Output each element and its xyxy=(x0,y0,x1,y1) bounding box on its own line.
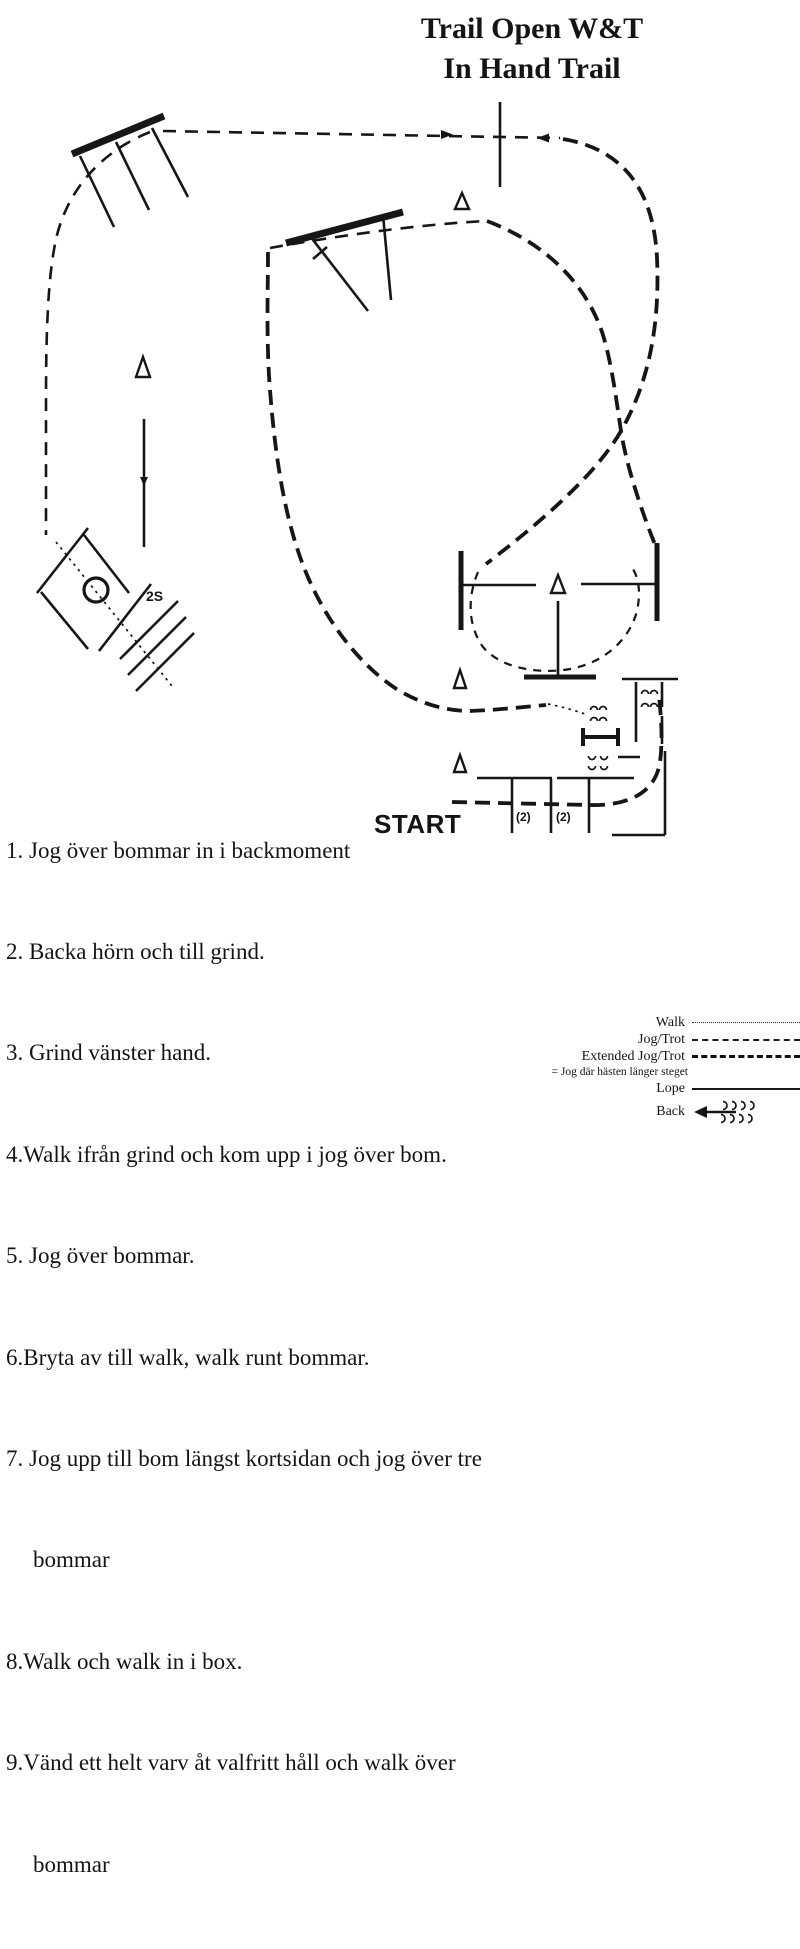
instruction-line-wrap: bommar xyxy=(33,1547,110,1573)
page-title-line1: Trail Open W&T xyxy=(420,12,644,45)
legend-note: = Jog där hästen länger steget xyxy=(551,1066,688,1078)
legend-row-walk xyxy=(520,1014,800,1031)
path-extended-right-sweep xyxy=(486,139,657,564)
instruction-line: 2. Backa hörn och till grind. xyxy=(6,938,265,964)
legend-label: Back xyxy=(656,1104,685,1119)
stride-count-label: (2) xyxy=(516,810,531,824)
cone-markers xyxy=(136,193,565,772)
page-title-line2: In Hand Trail xyxy=(443,52,621,85)
extended-jog-line-sample xyxy=(692,1055,800,1058)
legend-label: Jog/Trot xyxy=(638,1031,685,1047)
legend-row-jog xyxy=(520,1031,800,1048)
direction-arrow-down xyxy=(140,477,148,486)
path-walk-gate xyxy=(56,542,172,686)
jog-line-sample xyxy=(692,1039,800,1041)
lope-line-sample xyxy=(692,1088,800,1090)
instruction-line: 3. Grind vänster hand. xyxy=(6,1040,212,1066)
gait-legend xyxy=(520,1014,800,1127)
path-walk-transition xyxy=(548,704,585,714)
legend-row-back xyxy=(520,1097,800,1127)
legend-label: Walk xyxy=(655,1014,685,1030)
legend-label: Extended Jog/Trot xyxy=(581,1048,685,1064)
walk-line-sample xyxy=(692,1022,800,1023)
instruction-line: 8.Walk och walk in i box. xyxy=(6,1648,243,1674)
back-symbol xyxy=(692,1097,800,1127)
direction-arrow-left xyxy=(537,134,549,143)
gate-handle-circle xyxy=(84,578,108,602)
instruction-line: 7. Jog upp till bom längst kortsidan och jog över tre xyxy=(6,1445,482,1471)
path-extended-oval-right xyxy=(487,221,656,547)
back-arrow-icon xyxy=(694,1106,707,1118)
path-extended-start xyxy=(452,696,662,805)
instruction-line: 5. Jog över bommar. xyxy=(6,1243,195,1269)
obstacle-two-poles xyxy=(286,212,403,311)
instruction-line: 1. Jog över bommar in i backmoment xyxy=(6,837,351,863)
legend-label: Lope xyxy=(656,1080,685,1096)
start-label: START xyxy=(374,809,462,839)
obstacle-pole-fan xyxy=(461,543,657,677)
instruction-list xyxy=(6,766,482,1949)
legend-row-lope xyxy=(520,1080,800,1097)
stride-count-label: (2) xyxy=(556,810,571,824)
direction-arrow-right xyxy=(441,130,453,139)
obstacle-back-corner xyxy=(583,679,678,835)
path-jog-through-poles xyxy=(270,221,487,248)
instruction-line: 4.Walk ifrån grind och kom upp i jog över bom. xyxy=(6,1141,447,1167)
instruction-line: 6.Bryta av till walk, walk runt bommar. xyxy=(6,1344,370,1370)
gate-label: 2S xyxy=(146,588,164,604)
path-extended-oval-left xyxy=(268,252,547,711)
obstacle-single-pole-left xyxy=(140,419,148,547)
obstacle-three-poles xyxy=(72,116,188,227)
instruction-line-wrap: bommar xyxy=(33,1851,110,1877)
legend-row-extended-jog xyxy=(520,1048,800,1065)
instruction-line: 9.Vänd ett helt varv åt valfritt håll och walk över xyxy=(6,1750,456,1776)
obstacle-gate xyxy=(37,528,194,691)
